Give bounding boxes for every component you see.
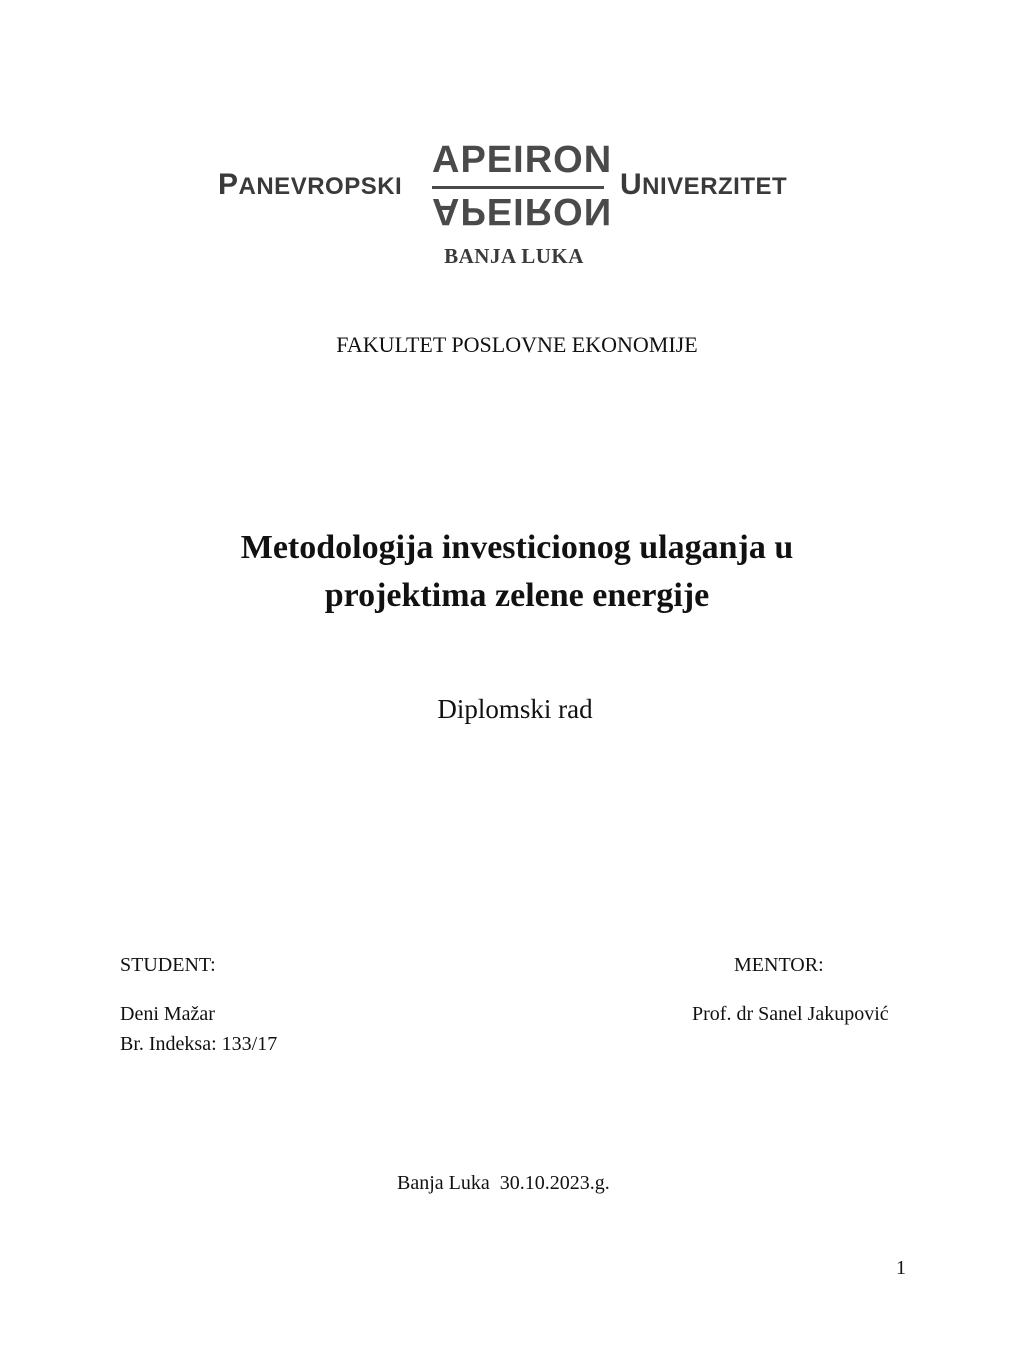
faculty-name: FAKULTET POSLOVNE EKONOMIJE [336, 332, 698, 357]
document-type: Diplomski rad [437, 694, 593, 724]
logo-divider [432, 186, 604, 189]
student-index: Br. Indeksa: 133/17 [120, 1033, 278, 1055]
thesis-title-line-1: Metodologija investicionog ulaganja u [240, 529, 794, 566]
student-name: Deni Mažar [120, 1003, 215, 1025]
logo-initial-p: P [218, 168, 239, 201]
student-label: STUDENT: [120, 954, 216, 976]
logo-rest-univerzitet: NIVERZITET [642, 173, 788, 200]
mentor-name: Prof. dr Sanel Jakupović [692, 1003, 889, 1025]
mentor-label: MENTOR: [734, 954, 824, 976]
page-number: 1 [896, 1257, 906, 1279]
thesis-title [0, 524, 1029, 620]
thesis-title-line-2: projektima zelene energije [324, 577, 710, 614]
logo-word-univerzitet [620, 168, 787, 202]
logo-word-panevropski [218, 168, 402, 202]
logo-apeiron-mirrored: APEIRON [432, 190, 613, 232]
logo-city: BANJA LUKA [444, 244, 584, 268]
logo-rest-panevropski: ANEVROPSKI [238, 173, 403, 200]
logo-apeiron: APEIRON [432, 139, 613, 181]
place-and-date: Banja Luka 30.10.2023.g. [397, 1172, 610, 1194]
logo-initial-u: U [620, 168, 643, 201]
